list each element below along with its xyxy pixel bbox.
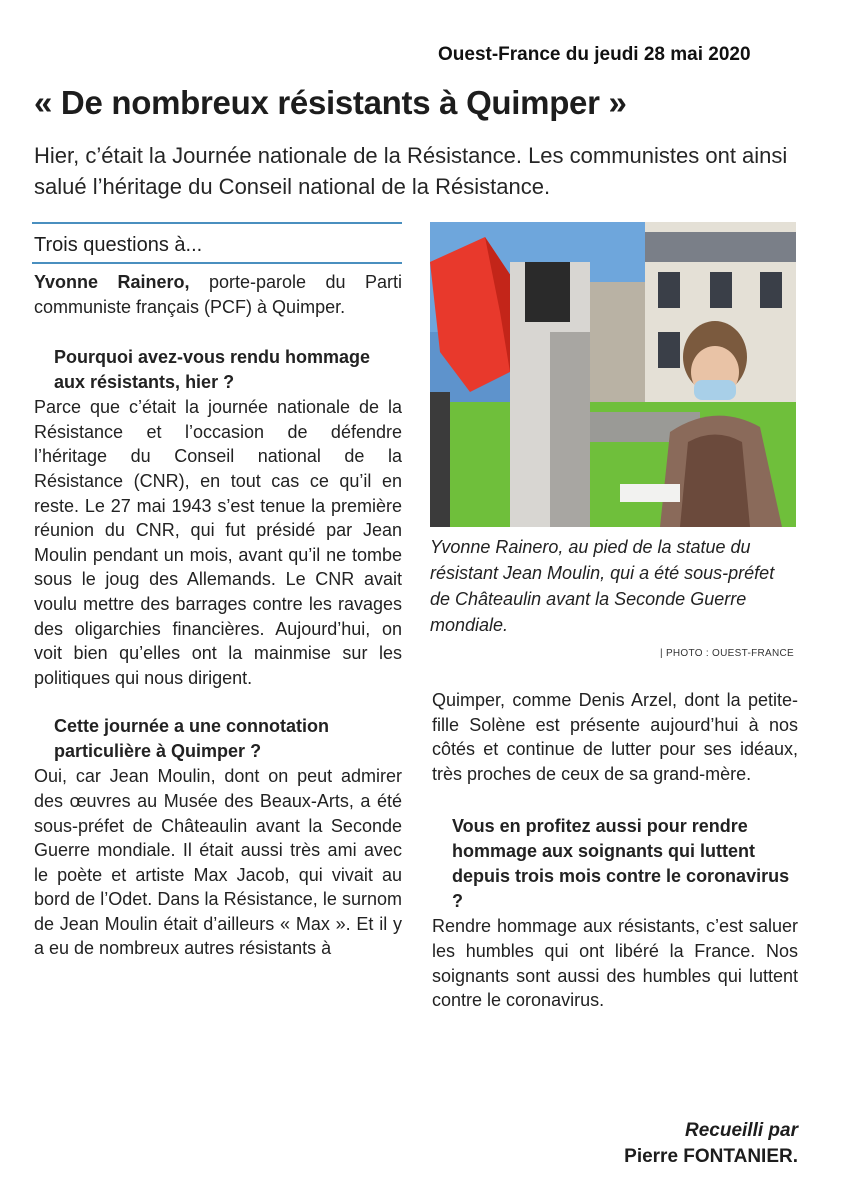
photo-illustration	[430, 222, 796, 527]
article-photo	[430, 222, 796, 527]
question-1: Pourquoi avez-vous rendu hommage aux résistants, hier ?	[54, 347, 371, 393]
byline-label: Recueilli par	[685, 1120, 798, 1141]
answer-2: Oui, car Jean Moulin, dont on peut admirer des œuvres au Musée des Beaux-Arts, a été sous-préfet de Châteaulin avant la Seconde Guerre mondiale. Il était aussi très ami avec le poète et artiste Max Jacob, qui vivait au bord de l’Odet. Dans la Résistance, le surnom de Jean Moulin était d’ailleurs « Max ». Et il y a eu de nombreux autres résistants à	[34, 766, 402, 959]
article-lead: Hier, c’était la Journée nationale de la Résistance. Les communistes ont ainsi salué l’héritage du Conseil national de la Résistance.	[34, 143, 788, 199]
section-kicker: Trois questions à...	[34, 234, 203, 256]
newspaper-source: Ouest-France du jeudi 28 mai 2020	[438, 44, 751, 65]
question-2: Cette journée a une connotation particulière à Quimper ?	[54, 716, 330, 762]
left-column	[34, 270, 402, 961]
answer-1: Parce que c’était la journée nationale de la Résistance et l’occasion de défendre l’héritage du Conseil national de la Résistance (CNR), en tout cas ce qu’il en reste. Le 27 mai 1943 s’est tenue la première réunion du CNR, qui fut présidé par Jean Moulin pendant un mois, avant qu’il ne tombe sous le joug des Allemands. Le CNR avait voulu mettre des barrages contre les ravages des oligarchies financières. Aujourd’hui, on voit bien qu’elles ont la mainmise sur les politiques qui nous dirigent.	[34, 397, 402, 688]
byline-author: Pierre FONTANIER.	[624, 1146, 798, 1167]
answer-2-continued: Quimper, comme Denis Arzel, dont la petite-fille Solène est présente aujourd’hui à nos côtés et continue de lutter pour ses idéaux, très proches de ceux de sa grand-mère.	[432, 690, 798, 784]
byline	[560, 1118, 798, 1170]
photo-credit: | PHOTO : OUEST-FRANCE	[659, 648, 794, 659]
question-3: Vous en profitez aussi pour rendre hommage aux soignants qui luttent depuis trois mois contre le coronavirus ?	[452, 816, 790, 912]
interviewee-role: porte-parole du Parti communiste français (PCF) à Quimper.	[34, 272, 403, 317]
answer-3: Rendre hommage aux résistants, c’est saluer les humbles qui ont libéré la France. Nos soignants sont aussi des humbles qui luttent contre le coronavirus.	[432, 916, 798, 1011]
top-rule	[32, 222, 402, 224]
article-headline: « De nombreux résistants à Quimper »	[34, 84, 627, 121]
interviewee-intro	[34, 270, 402, 319]
kicker-rule	[32, 262, 402, 264]
photo-caption: Yvonne Rainero, au pied de la statue du résistant Jean Moulin, qui a été sous-préfet de Châteaulin avant la Seconde Guerre mondiale.	[430, 537, 775, 635]
interviewee-name: Yvonne Rainero,	[34, 272, 190, 292]
right-column	[432, 688, 798, 1013]
